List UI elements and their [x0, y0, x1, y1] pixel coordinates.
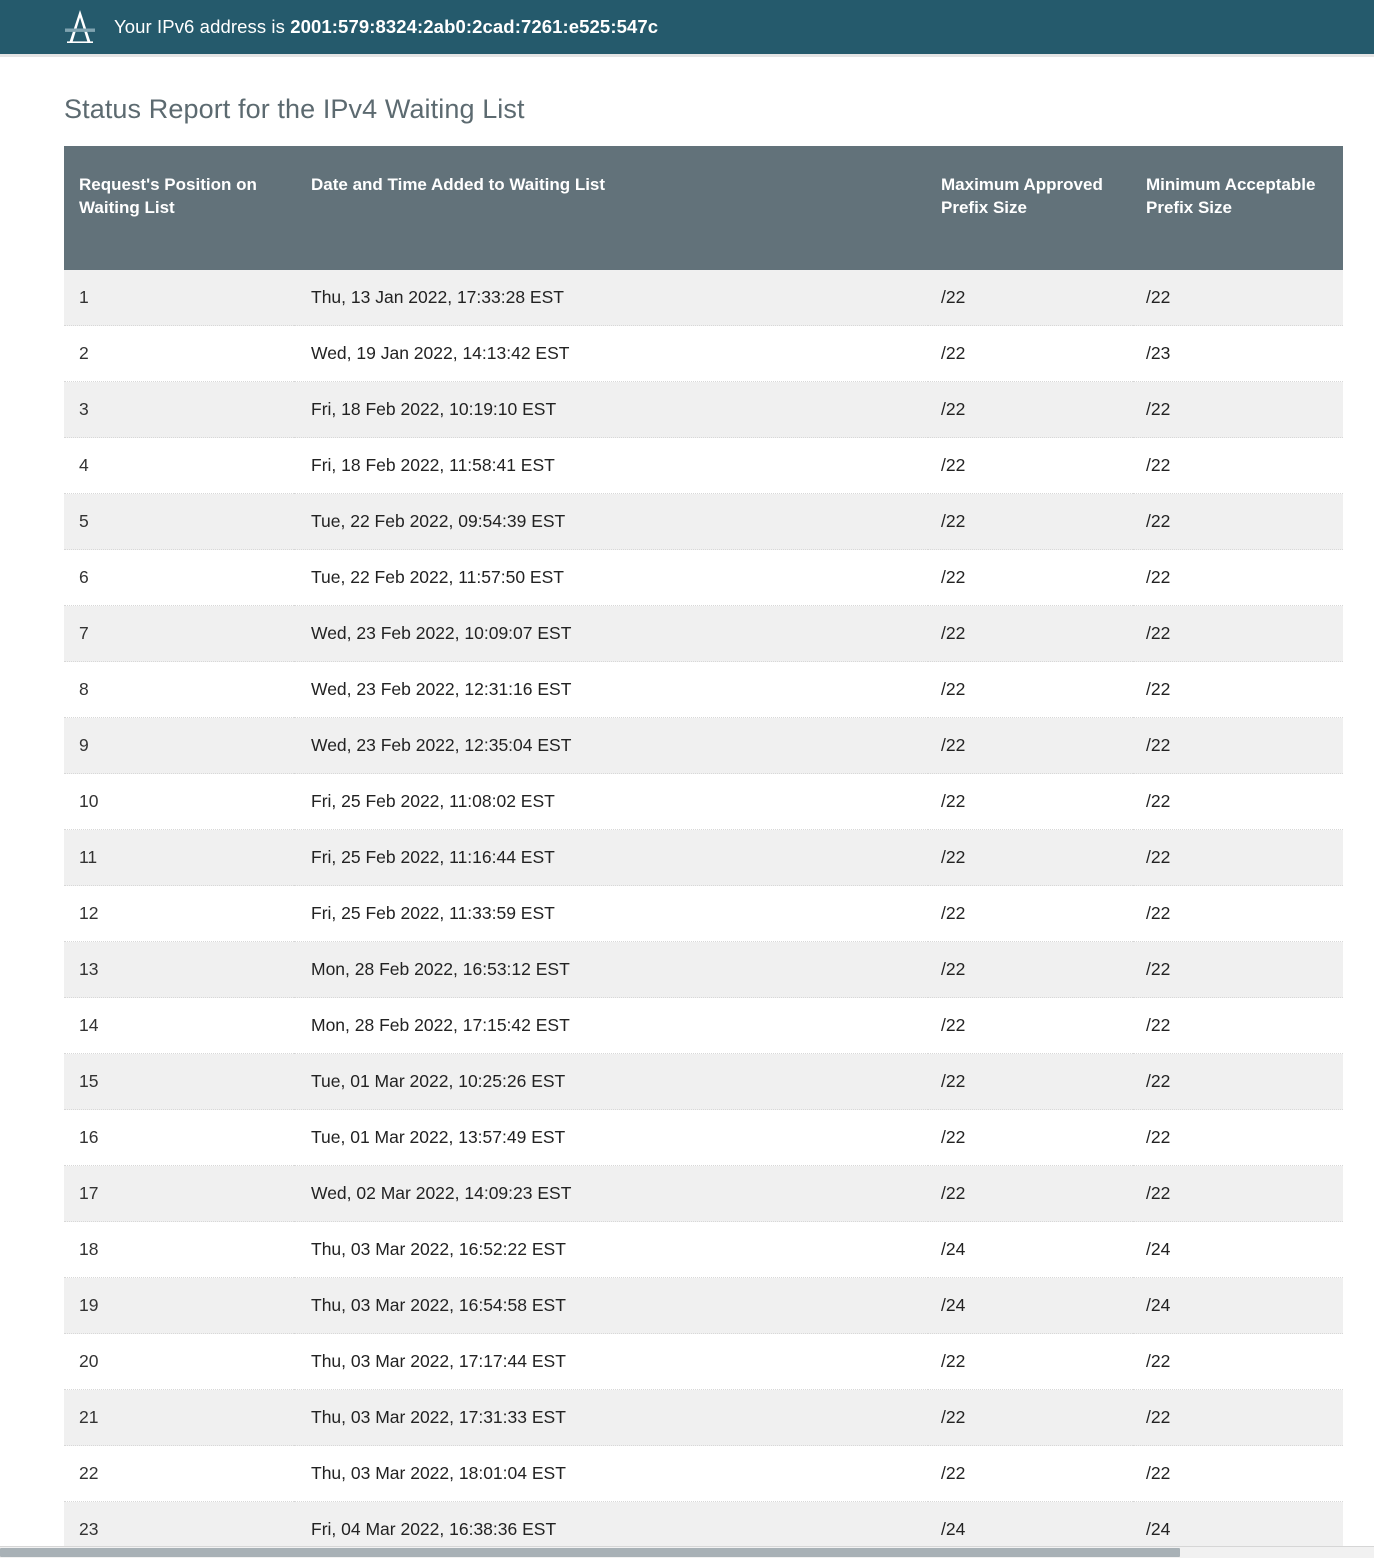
- column-header-max-prefix[interactable]: Maximum Approved Prefix Size: [928, 146, 1133, 270]
- waiting-list-date-added: Thu, 13 Jan 2022, 17:33:28 EST: [294, 270, 928, 326]
- waiting-list-min-prefix: /22: [1133, 830, 1343, 886]
- waiting-list-date-added: Wed, 23 Feb 2022, 12:35:04 EST: [294, 718, 928, 774]
- waiting-list-position: 20: [64, 1334, 294, 1390]
- table-body: [64, 270, 1343, 1558]
- waiting-list-max-prefix: /22: [928, 662, 1133, 718]
- waiting-list-max-prefix: /22: [928, 1054, 1133, 1110]
- table-header-row: [64, 146, 1343, 270]
- waiting-list-date-added: Wed, 23 Feb 2022, 10:09:07 EST: [294, 606, 928, 662]
- waiting-list-max-prefix: /22: [928, 942, 1133, 998]
- waiting-list-min-prefix: /22: [1133, 1166, 1343, 1222]
- waiting-list-max-prefix: /22: [928, 1334, 1133, 1390]
- waiting-list-min-prefix: /24: [1133, 1222, 1343, 1278]
- waiting-list-max-prefix: /22: [928, 998, 1133, 1054]
- waiting-list-max-prefix: /22: [928, 438, 1133, 494]
- waiting-list-min-prefix: /22: [1133, 1054, 1343, 1110]
- table-row: [64, 830, 1343, 886]
- waiting-list-position: 3: [64, 382, 294, 438]
- waiting-list-date-added: Wed, 02 Mar 2022, 14:09:23 EST: [294, 1166, 928, 1222]
- waiting-list-max-prefix: /22: [928, 270, 1133, 326]
- table-row: [64, 438, 1343, 494]
- table-row: [64, 1166, 1343, 1222]
- waiting-list-min-prefix: /24: [1133, 1502, 1343, 1558]
- waiting-list-position: 7: [64, 606, 294, 662]
- waiting-list-min-prefix: /22: [1133, 998, 1343, 1054]
- waiting-list-position: 8: [64, 662, 294, 718]
- waiting-list-date-added: Fri, 04 Mar 2022, 16:38:36 EST: [294, 1502, 928, 1558]
- waiting-list-min-prefix: /22: [1133, 494, 1343, 550]
- column-header-date-added[interactable]: Date and Time Added to Waiting List: [294, 146, 928, 270]
- waiting-list-min-prefix: /22: [1133, 550, 1343, 606]
- ipv6-banner-text: [114, 16, 658, 38]
- waiting-list-max-prefix: /22: [928, 830, 1133, 886]
- page-body: [0, 94, 1374, 1558]
- table-row: [64, 998, 1343, 1054]
- waiting-list-date-added: Wed, 23 Feb 2022, 12:31:16 EST: [294, 662, 928, 718]
- waiting-list-date-added: Tue, 22 Feb 2022, 11:57:50 EST: [294, 550, 928, 606]
- table-row: [64, 550, 1343, 606]
- waiting-list-date-added: Thu, 03 Mar 2022, 17:17:44 EST: [294, 1334, 928, 1390]
- waiting-list-min-prefix: /22: [1133, 886, 1343, 942]
- waiting-list-position: 18: [64, 1222, 294, 1278]
- waiting-list-max-prefix: /22: [928, 774, 1133, 830]
- waiting-list-date-added: Mon, 28 Feb 2022, 16:53:12 EST: [294, 942, 928, 998]
- waiting-list-position: 14: [64, 998, 294, 1054]
- waiting-list-date-added: Thu, 03 Mar 2022, 16:54:58 EST: [294, 1278, 928, 1334]
- waiting-list-date-added: Thu, 03 Mar 2022, 17:31:33 EST: [294, 1390, 928, 1446]
- waiting-list-max-prefix: /22: [928, 382, 1133, 438]
- waiting-list-date-added: Fri, 25 Feb 2022, 11:16:44 EST: [294, 830, 928, 886]
- waiting-list-max-prefix: /24: [928, 1278, 1133, 1334]
- table-row: [64, 1446, 1343, 1502]
- column-header-min-prefix[interactable]: Minimum Acceptable Prefix Size: [1133, 146, 1343, 270]
- table-header: [64, 146, 1343, 270]
- table-row: [64, 1054, 1343, 1110]
- waiting-list-max-prefix: /24: [928, 1222, 1133, 1278]
- waiting-list-date-added: Fri, 18 Feb 2022, 10:19:10 EST: [294, 382, 928, 438]
- table-row: [64, 942, 1343, 998]
- waiting-list-min-prefix: /22: [1133, 1446, 1343, 1502]
- table-row: [64, 662, 1343, 718]
- waiting-list-date-added: Wed, 19 Jan 2022, 14:13:42 EST: [294, 326, 928, 382]
- table-row: [64, 886, 1343, 942]
- waiting-list-min-prefix: /22: [1133, 270, 1343, 326]
- waiting-list-max-prefix: /22: [928, 1446, 1133, 1502]
- waiting-list-max-prefix: /24: [928, 1502, 1133, 1558]
- waiting-list-date-added: Fri, 18 Feb 2022, 11:58:41 EST: [294, 438, 928, 494]
- table-row: [64, 1390, 1343, 1446]
- waiting-list-date-added: Thu, 03 Mar 2022, 18:01:04 EST: [294, 1446, 928, 1502]
- waiting-list-position: 5: [64, 494, 294, 550]
- waiting-list-position: 21: [64, 1390, 294, 1446]
- waiting-list-date-added: Fri, 25 Feb 2022, 11:08:02 EST: [294, 774, 928, 830]
- waiting-list-position: 9: [64, 718, 294, 774]
- table-row: [64, 718, 1343, 774]
- table-row: [64, 1110, 1343, 1166]
- waiting-list-min-prefix: /22: [1133, 1110, 1343, 1166]
- waiting-list-date-added: Fri, 25 Feb 2022, 11:33:59 EST: [294, 886, 928, 942]
- table-row: [64, 1334, 1343, 1390]
- waiting-list-position: 17: [64, 1166, 294, 1222]
- waiting-list-date-added: Tue, 01 Mar 2022, 10:25:26 EST: [294, 1054, 928, 1110]
- waiting-list-min-prefix: /23: [1133, 326, 1343, 382]
- waiting-list-date-added: Tue, 22 Feb 2022, 09:54:39 EST: [294, 494, 928, 550]
- waiting-list-min-prefix: /22: [1133, 382, 1343, 438]
- waiting-list-max-prefix: /22: [928, 1166, 1133, 1222]
- waiting-list-max-prefix: /22: [928, 886, 1133, 942]
- table-row: [64, 606, 1343, 662]
- table-row: [64, 774, 1343, 830]
- arin-a-logo-icon: [62, 7, 98, 47]
- waiting-list-table-scroll-container[interactable]: [64, 146, 1343, 1558]
- table-row: [64, 1278, 1343, 1334]
- table-row: [64, 382, 1343, 438]
- waiting-list-max-prefix: /22: [928, 326, 1133, 382]
- horizontal-scrollbar[interactable]: [0, 1546, 1374, 1558]
- table-row: [64, 326, 1343, 382]
- waiting-list-position: 23: [64, 1502, 294, 1558]
- waiting-list-position: 4: [64, 438, 294, 494]
- ipv6-address-value: 2001:579:8324:2ab0:2cad:7261:e525:547c: [290, 16, 659, 37]
- waiting-list-min-prefix: /22: [1133, 662, 1343, 718]
- waiting-list-min-prefix: /22: [1133, 718, 1343, 774]
- waiting-list-date-added: Mon, 28 Feb 2022, 17:15:42 EST: [294, 998, 928, 1054]
- waiting-list-min-prefix: /22: [1133, 942, 1343, 998]
- waiting-list-position: 6: [64, 550, 294, 606]
- waiting-list-position: 2: [64, 326, 294, 382]
- waiting-list-max-prefix: /22: [928, 718, 1133, 774]
- table-row: [64, 1222, 1343, 1278]
- table-row: [64, 494, 1343, 550]
- ipv6-banner-prefix: Your IPv6 address is: [114, 16, 291, 37]
- waiting-list-max-prefix: /22: [928, 494, 1133, 550]
- waiting-list-position: 1: [64, 270, 294, 326]
- waiting-list-position: 11: [64, 830, 294, 886]
- ipv6-address-banner: [0, 0, 1374, 57]
- waiting-list-max-prefix: /22: [928, 1110, 1133, 1166]
- waiting-list-position: 15: [64, 1054, 294, 1110]
- waiting-list-table: [64, 146, 1343, 1558]
- waiting-list-position: 22: [64, 1446, 294, 1502]
- waiting-list-position: 10: [64, 774, 294, 830]
- waiting-list-min-prefix: /22: [1133, 774, 1343, 830]
- waiting-list-position: 16: [64, 1110, 294, 1166]
- waiting-list-max-prefix: /22: [928, 550, 1133, 606]
- waiting-list-max-prefix: /22: [928, 606, 1133, 662]
- column-header-position[interactable]: Request's Position on Waiting List: [64, 146, 294, 270]
- waiting-list-max-prefix: /22: [928, 1390, 1133, 1446]
- waiting-list-position: 12: [64, 886, 294, 942]
- waiting-list-position: 13: [64, 942, 294, 998]
- waiting-list-date-added: Tue, 01 Mar 2022, 13:57:49 EST: [294, 1110, 928, 1166]
- waiting-list-min-prefix: /24: [1133, 1278, 1343, 1334]
- waiting-list-min-prefix: /22: [1133, 606, 1343, 662]
- horizontal-scrollbar-thumb[interactable]: [0, 1548, 1180, 1557]
- waiting-list-min-prefix: /22: [1133, 1334, 1343, 1390]
- waiting-list-min-prefix: /22: [1133, 438, 1343, 494]
- table-row: [64, 270, 1343, 326]
- waiting-list-date-added: Thu, 03 Mar 2022, 16:52:22 EST: [294, 1222, 928, 1278]
- waiting-list-min-prefix: /22: [1133, 1390, 1343, 1446]
- page-title: Status Report for the IPv4 Waiting List: [64, 94, 525, 124]
- waiting-list-position: 19: [64, 1278, 294, 1334]
